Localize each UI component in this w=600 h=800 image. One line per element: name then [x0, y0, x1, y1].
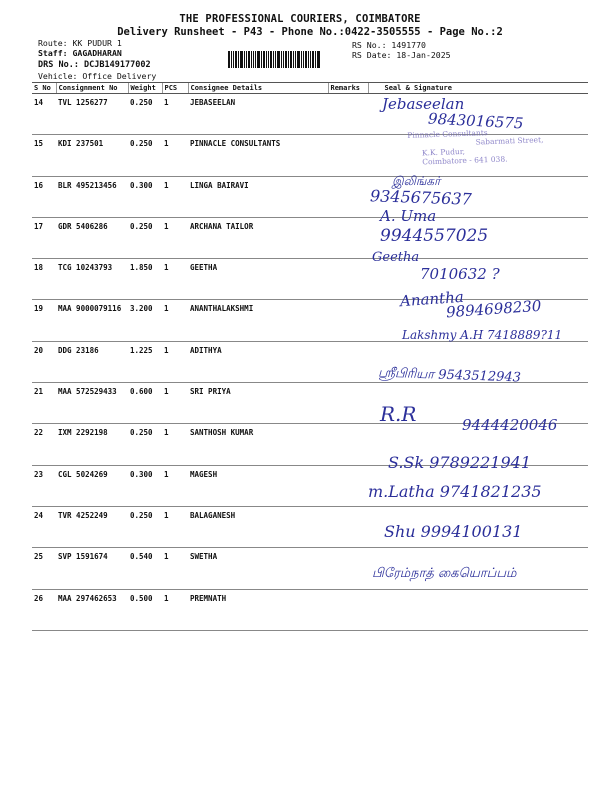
rs-date: RS Date: 18-Jan-2025	[352, 50, 451, 60]
cell-remarks	[328, 506, 368, 547]
signature-uma: A. Uma	[380, 207, 437, 225]
cell-consignee: JEBASEELAN	[188, 94, 328, 135]
signature-balaganesh: m.Latha 9741821235	[368, 482, 542, 501]
cell-consignment: TVL 1256277	[56, 94, 128, 135]
cell-pcs: 1	[162, 94, 188, 135]
cell-weight: 0.300	[128, 176, 162, 217]
cell-remarks	[328, 259, 368, 300]
cell-consignee: PREMNATH	[188, 589, 328, 630]
cell-weight: 3.200	[128, 300, 162, 341]
cell-sno: 17	[32, 217, 56, 258]
barcode-bar	[240, 51, 243, 68]
cell-consignee: PINNACLE CONSULTANTS	[188, 135, 328, 176]
phone-note: 9843016575	[427, 109, 524, 133]
barcode-bar	[288, 51, 289, 68]
cell-weight: 0.600	[128, 383, 162, 424]
cell-sno: 23	[32, 465, 56, 506]
barcode-bar	[303, 51, 304, 68]
cell-remarks	[328, 300, 368, 341]
col-consignee: Consignee Details	[188, 83, 328, 94]
signature-sri-priya: ஸ்ரீபிரியா 9543512943	[377, 365, 522, 386]
cell-sno: 19	[32, 300, 56, 341]
table-row	[32, 217, 588, 258]
cell-weight: 0.250	[128, 217, 162, 258]
cell-consignee: ARCHANA TAILOR	[188, 217, 328, 258]
cell-consignee: SWETHA	[188, 548, 328, 589]
barcode-bar	[275, 51, 276, 68]
barcode-bar	[310, 51, 311, 68]
cell-weight: 1.850	[128, 259, 162, 300]
cell-weight: 0.250	[128, 506, 162, 547]
stamp-line: Pinnacle Consultants	[407, 128, 488, 140]
route-label: Route: KK PUDUR 1	[38, 38, 122, 48]
cell-consignment: BLR 495213456	[56, 176, 128, 217]
barcode-bar	[273, 51, 274, 68]
cell-consignment: TCG 10243793	[56, 259, 128, 300]
cell-weight: 0.250	[128, 135, 162, 176]
barcode-bar	[305, 51, 307, 68]
barcode-bar	[248, 51, 250, 68]
barcode-bar	[233, 51, 234, 68]
cell-consignee: ADITHYA	[188, 341, 328, 382]
cell-consignment: GDR 5406286	[56, 217, 128, 258]
runsheet-subtitle: Delivery Runsheet - P43 - Phone No.:0422-3505555 - Page No.:2	[117, 26, 503, 38]
rs-info-block	[352, 40, 451, 60]
barcode-bar	[277, 51, 280, 68]
barcode-bar	[297, 51, 300, 68]
cell-weight: 0.250	[128, 424, 162, 465]
rs-number: RS No.: 1491770	[352, 40, 426, 50]
barcode-bar	[290, 51, 292, 68]
cell-remarks	[328, 383, 368, 424]
phone-note: 9444420046	[462, 416, 558, 434]
cell-consignee: GEETHA	[188, 259, 328, 300]
barcode-bar	[283, 51, 284, 68]
cell-sno: 15	[32, 135, 56, 176]
col-pcs: PCS	[162, 83, 188, 94]
cell-consignee: BALAGANESH	[188, 506, 328, 547]
barcode-bar	[266, 51, 267, 68]
barcode-bar	[263, 51, 265, 68]
barcode-bar	[268, 51, 269, 68]
cell-sno: 18	[32, 259, 56, 300]
stamp-line: Sabarmati Street,	[475, 135, 544, 147]
cell-weight: 0.540	[128, 548, 162, 589]
cell-consignment: DDG 23186	[56, 341, 128, 382]
cell-pcs: 1	[162, 548, 188, 589]
cell-weight: 1.225	[128, 341, 162, 382]
barcode-bar	[253, 51, 254, 68]
cell-remarks	[328, 135, 368, 176]
cell-remarks	[328, 94, 368, 135]
cell-pcs: 1	[162, 424, 188, 465]
signature-magesh: S.Sk 9789221941	[388, 453, 532, 472]
col-signature: Seal & Signature	[368, 83, 588, 94]
cell-pcs: 1	[162, 259, 188, 300]
cell-pcs: 1	[162, 176, 188, 217]
signature-tamil: இலிங்கர்	[392, 174, 441, 188]
barcode-bar	[317, 51, 320, 68]
barcode-bar	[228, 51, 230, 68]
cell-sno: 24	[32, 506, 56, 547]
cell-remarks	[328, 176, 368, 217]
cell-remarks	[328, 217, 368, 258]
table-row	[32, 176, 588, 217]
barcode-bar	[261, 51, 262, 68]
barcode-bar	[235, 51, 237, 68]
barcode-bar	[312, 51, 314, 68]
cell-consignment: MAA 9000079116	[56, 300, 128, 341]
cell-pcs: 1	[162, 589, 188, 630]
stamp-line: Coimbatore - 641 038.	[422, 154, 508, 167]
cell-consignment: IXM 2292198	[56, 424, 128, 465]
cell-pcs: 1	[162, 300, 188, 341]
signature-jebaseelan: Jebaseelan	[382, 95, 465, 113]
col-remarks: Remarks	[328, 83, 368, 94]
signature-swetha: Shu 9994100131	[384, 522, 523, 541]
signature-premnath: பிரேம்நாத் கையொப்பம்	[372, 566, 517, 581]
company-seal-stamp	[401, 125, 583, 181]
signature-ananthalakshmi: Anantha	[399, 287, 465, 311]
phone-note: 7010632 ?	[420, 265, 500, 283]
barcode-bar	[257, 51, 260, 68]
cell-sno: 25	[32, 548, 56, 589]
table-row	[32, 259, 588, 300]
barcode-bar	[308, 51, 309, 68]
staff-label: Staff: GAGADHARAN	[38, 48, 122, 58]
signature-santhosh: R.R	[380, 402, 417, 426]
stamp-line: K.K. Pudur,	[421, 146, 466, 158]
cell-consignment: CGL 5024269	[56, 465, 128, 506]
cell-remarks	[328, 341, 368, 382]
signature-geetha: Geetha	[372, 250, 420, 265]
cell-weight: 0.250	[128, 94, 162, 135]
cell-pcs: 1	[162, 217, 188, 258]
phone-note: 9944557025	[380, 226, 489, 246]
barcode-bar	[244, 51, 245, 68]
barcode-bar	[315, 51, 316, 68]
barcode-bar	[238, 51, 239, 68]
cell-signature	[368, 589, 588, 630]
company-title: THE PROFESSIONAL COURIERS, COIMBATORE	[179, 13, 421, 25]
cell-remarks	[328, 548, 368, 589]
cell-pcs: 1	[162, 465, 188, 506]
cell-consignment: SVP 1591674	[56, 548, 128, 589]
col-sno: S No	[32, 83, 56, 94]
route-staff-block	[38, 38, 122, 58]
cell-remarks	[328, 465, 368, 506]
cell-sno: 14	[32, 94, 56, 135]
cell-consignee: ANANTHALAKSHMI	[188, 300, 328, 341]
cell-remarks	[328, 589, 368, 630]
col-consignment: Consignment No	[56, 83, 128, 94]
barcode-bar	[301, 51, 302, 68]
cell-remarks	[328, 424, 368, 465]
cell-pcs: 1	[162, 383, 188, 424]
barcode	[228, 51, 322, 68]
barcode-bar	[285, 51, 287, 68]
barcode-bar	[281, 51, 282, 68]
cell-consignment: TVR 4252249	[56, 506, 128, 547]
barcode-bar	[231, 51, 232, 68]
table-row	[32, 589, 588, 630]
drs-number: DRS No.: DCJB149177002	[38, 60, 151, 70]
vehicle-label: Vehicle: Office Delivery	[38, 71, 157, 81]
cell-weight: 0.500	[128, 589, 162, 630]
cell-sno: 20	[32, 341, 56, 382]
table-header-row	[32, 83, 588, 94]
cell-pcs: 1	[162, 341, 188, 382]
cell-consignee: SRI PRIYA	[188, 383, 328, 424]
barcode-bar	[255, 51, 256, 68]
barcode-bar	[295, 51, 296, 68]
cell-pcs: 1	[162, 506, 188, 547]
barcode-bar	[293, 51, 294, 68]
cell-consignment: MAA 297462653	[56, 589, 128, 630]
cell-weight: 0.300	[128, 465, 162, 506]
phone-note: 9345675637	[369, 186, 473, 209]
barcode-bar	[251, 51, 252, 68]
cell-pcs: 1	[162, 135, 188, 176]
signature-adithya: Lakshmy A.H 7418889?11	[402, 328, 563, 342]
barcode-bar	[246, 51, 247, 68]
cell-sno: 22	[32, 424, 56, 465]
cell-consignee: SANTHOSH KUMAR	[188, 424, 328, 465]
phone-note: 9894698230	[445, 296, 542, 322]
col-weight: Weight	[128, 83, 162, 94]
cell-consignee: LINGA BAIRAVI	[188, 176, 328, 217]
cell-sno: 16	[32, 176, 56, 217]
cell-consignment: MAA 572529433	[56, 383, 128, 424]
cell-consignee: MAGESH	[188, 465, 328, 506]
cell-sno: 26	[32, 589, 56, 630]
cell-consignment: KDI 237501	[56, 135, 128, 176]
cell-sno: 21	[32, 383, 56, 424]
barcode-bar	[270, 51, 272, 68]
